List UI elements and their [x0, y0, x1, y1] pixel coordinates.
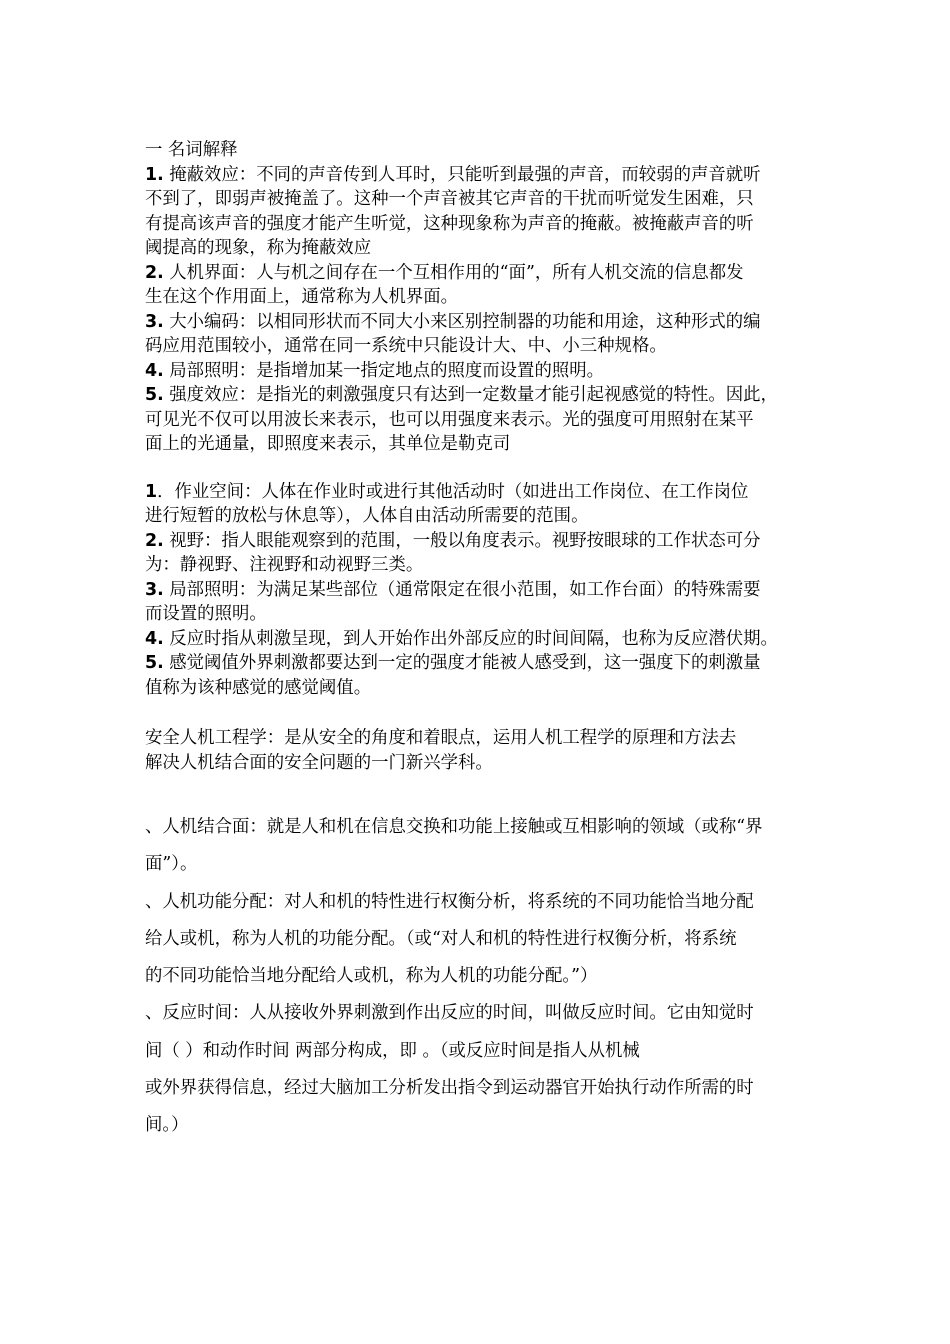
spacer — [145, 775, 825, 805]
definition-item — [145, 310, 825, 359]
definition-text: 而设置的照明。 — [145, 604, 267, 624]
paragraph-line: 的不同功能恰当地分配给人或机，称为人机的功能分配。”） — [145, 966, 598, 987]
section-heading: 一 名词解释 — [145, 140, 238, 160]
item-number: 2. — [145, 262, 164, 283]
definition-text: 进行短暂的放松与休息等），人体自由活动所需要的范围。 — [145, 506, 589, 526]
definition-text: 值称为该种感觉的感觉阈值。 — [145, 677, 372, 698]
definition-text: 可见光不仅可以用波长来表示，也可以用强度来表示。光的强度可用照射在某平 — [145, 409, 754, 430]
definitions-list-b — [145, 480, 825, 701]
item-number: 3. — [145, 579, 164, 600]
paragraph-line: 间（ ）和动作时间 两部分构成，即 。（或反应时间是指人从机械 — [145, 1040, 640, 1061]
definition-text: 面上的光通量，即照度来表示，其单位是勒克司 — [145, 434, 511, 454]
paragraph-line: 安全人机工程学：是从安全的角度和着眼点，运用人机工程学的原理和方法去 — [145, 728, 737, 748]
spacer — [145, 457, 825, 480]
definition-item — [145, 163, 825, 261]
definition-text: 感觉阈值外界刺激都要达到一定的强度才能被人感受到，这一强度下的刺激量 — [163, 653, 761, 673]
definitions-list-a — [145, 163, 825, 457]
document-page — [145, 138, 825, 1145]
spacer — [145, 700, 825, 726]
definition-text: 大小编码：以相同形状而不同大小来区别控制器的功能和用途，这种形式的编 — [163, 311, 761, 332]
definition-item — [145, 578, 825, 627]
definition-text: 反应时指从刺激呈现，到人开始作出外部反应的时间间隔，也称为反应潜伏期。 — [163, 628, 778, 649]
definition-text: 为：静视野、注视野和动视野三类。 — [145, 555, 424, 575]
item-number: 3. — [145, 311, 164, 332]
item-number: 1. — [145, 164, 164, 185]
paragraph-line: 解决人机结合面的安全问题的一门新兴学科。 — [145, 752, 493, 773]
paragraph-line: 间。） — [145, 1115, 189, 1136]
item-number: 4. — [145, 360, 164, 381]
definition-text: 视野：指人眼能观察到的范围，一般以角度表示。视野按眼球的工作状态可分 — [163, 530, 761, 551]
paragraph-line: 、人机结合面：就是人和机在信息交换和功能上接触或互相影响的领域（或称“界 — [145, 817, 763, 837]
definition-text: 局部照明：是指增加某一指定地点的照度而设置的照明。 — [163, 360, 605, 381]
item-number: 1 — [145, 481, 158, 502]
definition-text: 强度效应：是指光的刺激强度只有达到一定数量才能引起视感觉的特性。因此， — [163, 385, 778, 405]
paragraph-line: 给人或机，称为人机的功能分配。（或“对人和机的特性进行权衡分析，将系统 — [145, 928, 737, 949]
definition-text: 生在这个作用面上，通常称为人机界面。 — [145, 287, 459, 307]
definition-text: 有提高该声音的强度才能产生听觉，这种现象称为声音的掩蔽。被掩蔽声音的听 — [145, 213, 754, 234]
definition-text: 局部照明：为满足某些部位（通常限定在很小范围，如工作台面）的特殊需要 — [163, 579, 761, 600]
definition-item — [145, 383, 825, 457]
definitions-list-c — [145, 809, 825, 1145]
definition-text: 不到了，即弱声被掩盖了。这种一个声音被其它声音的干扰而听觉发生困难，只 — [145, 189, 754, 209]
definition-item — [145, 261, 825, 310]
definition-text: ．作业空间：人体在作业时或进行其他活动时（如进出工作岗位、在工作岗位 — [157, 481, 749, 502]
paragraph-line: 、反应时间：人从接收外界刺激到作出反应的时间，叫做反应时间。它由知觉时 — [145, 1003, 754, 1024]
definition-item — [145, 529, 825, 578]
paragraph-line: 面”）。 — [145, 854, 198, 875]
item-number: 5. — [145, 653, 164, 673]
paragraph-line: 、人机功能分配：对人和机的特性进行权衡分析，将系统的不同功能恰当地分配 — [145, 891, 754, 912]
definition-text: 阈提高的现象，称为掩蔽效应 — [145, 238, 372, 258]
paragraph-line: 或外界获得信息，经过大脑加工分析发出指令到运动器官开始执行动作所需的时 — [145, 1078, 754, 1099]
item-number: 5. — [145, 385, 164, 405]
definition-item — [145, 651, 825, 700]
definition-text: 码应用范围较小，通常在同一系统中只能设计大、中、小三种规格。 — [145, 336, 667, 356]
item-number: 4. — [145, 628, 164, 649]
definition-item — [145, 359, 825, 384]
definition-text: 掩蔽效应：不同的声音传到人耳时，只能听到最强的声音，而较弱的声音就听 — [163, 164, 761, 185]
item-number: 2. — [145, 530, 164, 551]
definition-item — [145, 480, 825, 529]
definition-text: 人机界面：人与机之间存在一个互相作用的“面”，所有人机交流的信息都发 — [163, 262, 744, 283]
definition-item — [145, 627, 825, 652]
paragraph-safety-ergonomics — [145, 726, 825, 775]
